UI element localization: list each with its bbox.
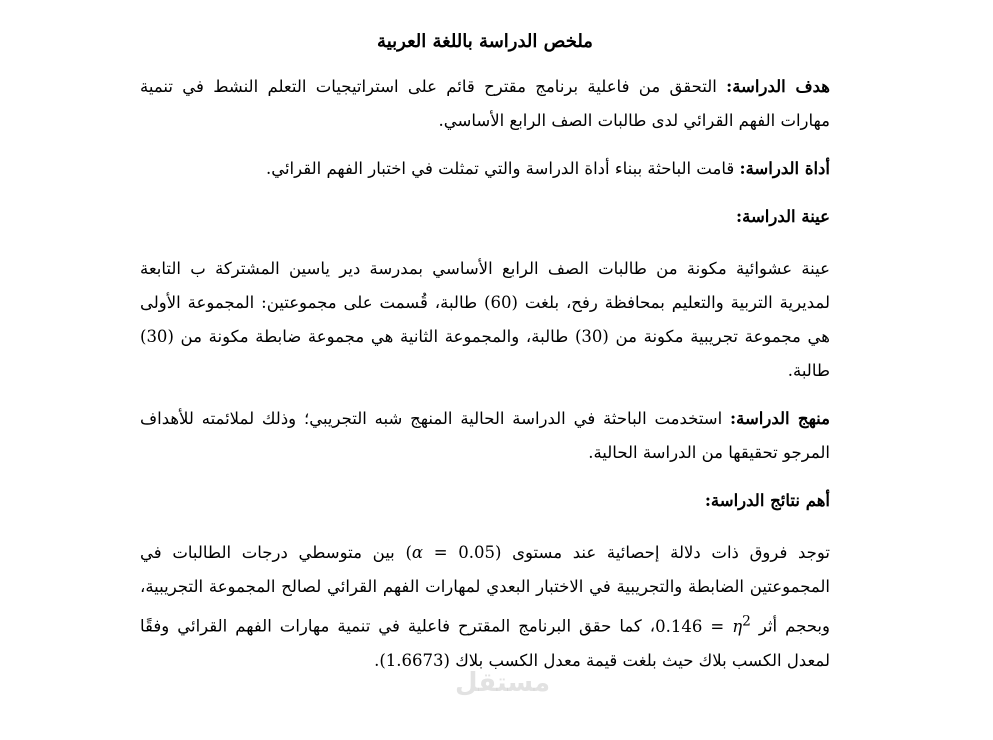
results-text-2: بين متوسطي درجات الطالبات في المجموعتين الضابطة والتجريبية في الاختبار البعدي لمهارات الفهم القرائي لصالح المجموعة التجريبية، وبحجم أثر [140,543,830,636]
eta-symbol: η [732,616,743,636]
method-label: منهج الدراسة: [730,409,830,428]
results-paragraph [140,536,830,678]
blake-value: (1.6673) [379,650,450,670]
sample-heading: عينة الدراسة: [736,207,830,226]
sample-paragraph: عينة عشوائية مكونة من طالبات الصف الرابع الأساسي بمدرسة دير ياسين المشتركة ب التابعة لمديرية التربية والتعليم بمحافظة رفح، بلغت (60) طالبة، قُسمت على مجموعتين: المجموعة الأولى هي مجموعة تجريبية مكونة من (30) طالبة، والمجموعة الثانية هي مجموعة ضابطة مكونة من (30) طالبة. [140,259,830,380]
eta-value: 0.146 [655,616,703,636]
goal-paragraph [140,70,830,138]
watermark-logo: مستقل [455,668,551,698]
tool-paragraph [140,152,830,186]
results-text-1: توجد فروق ذات دلالة إحصائية عند مستوى [501,543,830,562]
results-text-3: ، كما حقق البرنامج المقترح فاعلية في تنمية مهارات الفهم القرائي وفقًا لمعدل الكسب بلاك حيث بلغت قيمة معدل الكسب بلاك [140,616,830,670]
tool-label: أداة الدراسة: [739,159,830,178]
tool-text: قامت الباحثة ببناء أداة الدراسة والتي تمثلت في اختبار الفهم القرائي. [265,159,740,178]
page-title: ملخص الدراسة باللغة العربية [377,31,593,52]
goal-text: التحقق من فاعلية برنامج مقترح قائم على استراتيجيات التعلم النشط في تنمية مهارات الفهم القرائي لدى طالبات الصف الرابع الأساسي. [140,77,830,130]
results-text-4: . [374,650,380,670]
results-heading: أهم نتائج الدراسة: [704,491,830,510]
method-paragraph [140,402,830,470]
document-page [140,22,830,692]
goal-label: هدف الدراسة: [726,77,830,96]
alpha-symbol: α [411,543,424,562]
method-text: استخدمت الباحثة في الدراسة الحالية المنهج شبه التجريبي؛ وذلك لملائمته للأهداف المرجو تحقيقها من الدراسة الحالية. [140,409,830,462]
alpha-expression: (α = 0.05) [405,543,502,562]
alpha-value: = 0.05 [423,543,495,562]
eta-expression: $0.146 = \eta^2$ [655,613,751,636]
